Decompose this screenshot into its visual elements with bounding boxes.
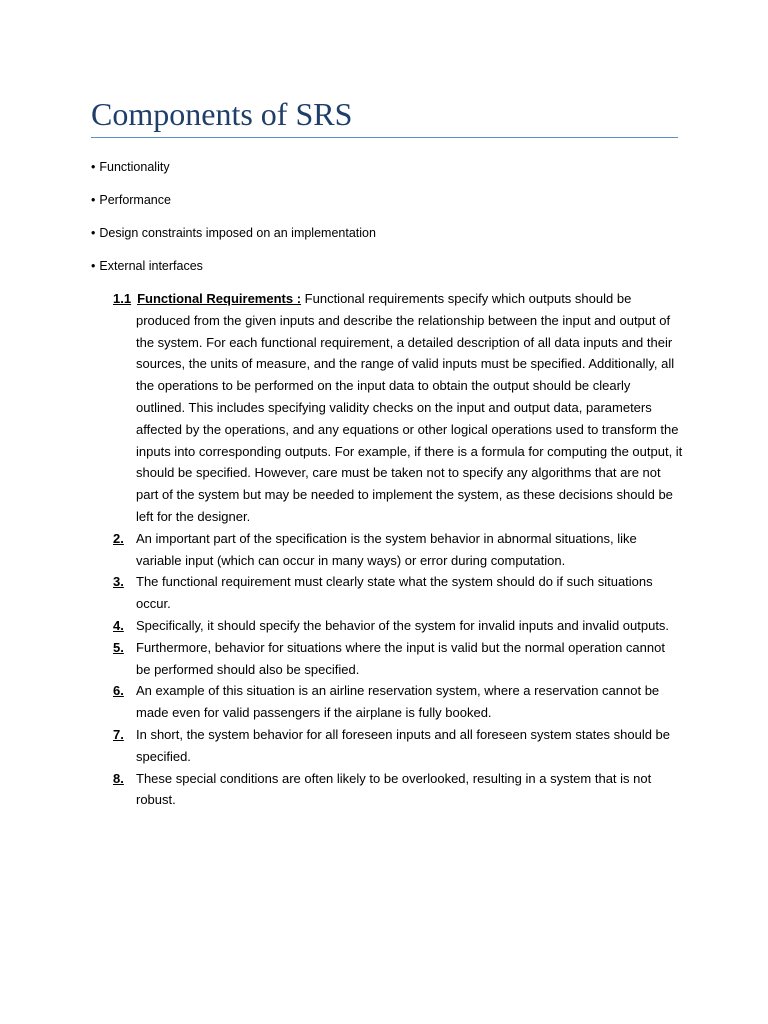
- component-bullet-list: [91, 156, 376, 288]
- item-text: An example of this situation is an airline reservation system, where a reservation cannot be made even for valid passengers if the airplane is fully booked.: [136, 683, 660, 721]
- bullet-dot-icon: •: [91, 193, 96, 207]
- item-text: Specifically, it should specify the behavior of the system for invalid inputs and invalid outputs.: [136, 617, 670, 633]
- item-text: Furthermore, behavior for situations where the input is valid but the normal operation cannot be performed should also be specified.: [136, 639, 665, 677]
- item-text: In short, the system behavior for all foreseen inputs and all foreseen system states should be specified.: [136, 726, 671, 764]
- page-title: Components of SRS: [91, 96, 353, 132]
- list-item: [113, 571, 683, 615]
- item-text: These special conditions are often likely to be overlooked, resulting in a system that is not robust.: [136, 770, 652, 808]
- bullet-item: [91, 156, 376, 189]
- title-underline-rule: [91, 137, 678, 138]
- item-number: 8.: [113, 770, 124, 786]
- item-text: An important part of the specification is the system behavior in abnormal situations, like variable input (which can occur in many ways) or error during computation.: [136, 530, 637, 568]
- item-text: Functional requirements specify which outputs should be produced from the given inputs and describe the relationship between the input and output of the system. For each functional requirement, a detailed description of all data inputs and their sources, the units of measure, and the range of valid inputs must be specified. Additionally, all the operations to be performed on the input data to obtain the output should be clearly outlined. This includes specifying validity checks on the input and output data, parameters affected by the operations, and any equations or other logical operations used to transform the inputs into corresponding outputs. For example, if there is a formula for computing the output, it should be specified. However, care must be taken not to specify any algorithms that are not part of the system but may be needed to implement the system, as these decisions should be left for the designer.: [136, 291, 683, 524]
- list-item: [113, 637, 683, 681]
- bullet-dot-icon: •: [91, 226, 96, 240]
- bullet-dot-icon: •: [91, 160, 96, 174]
- bullet-item: [91, 255, 376, 288]
- requirements-numbered-list: [113, 288, 683, 811]
- item-text: The functional requirement must clearly state what the system should do if such situations occur.: [136, 574, 653, 612]
- list-item: [113, 288, 683, 528]
- bullet-text: Functionality: [99, 160, 170, 174]
- item-number: 2.: [113, 530, 124, 546]
- item-number: 5.: [113, 639, 124, 655]
- list-item: [113, 528, 683, 572]
- list-item: [113, 680, 683, 724]
- bullet-text: External interfaces: [99, 259, 203, 273]
- section-heading: Functional Requirements :: [137, 291, 302, 306]
- item-number: 7.: [113, 726, 124, 742]
- list-item: [113, 615, 683, 637]
- bullet-item: [91, 222, 376, 255]
- item-number: 1.1: [113, 291, 132, 306]
- bullet-text: Performance: [99, 193, 171, 207]
- bullet-text: Design constraints imposed on an implementation: [99, 226, 376, 240]
- bullet-item: [91, 189, 376, 222]
- list-item: [113, 768, 683, 812]
- item-number: 3.: [113, 574, 124, 590]
- item-number: 4.: [113, 617, 124, 633]
- item-number: 6.: [113, 683, 124, 699]
- list-item: [113, 724, 683, 768]
- bullet-dot-icon: •: [91, 259, 96, 273]
